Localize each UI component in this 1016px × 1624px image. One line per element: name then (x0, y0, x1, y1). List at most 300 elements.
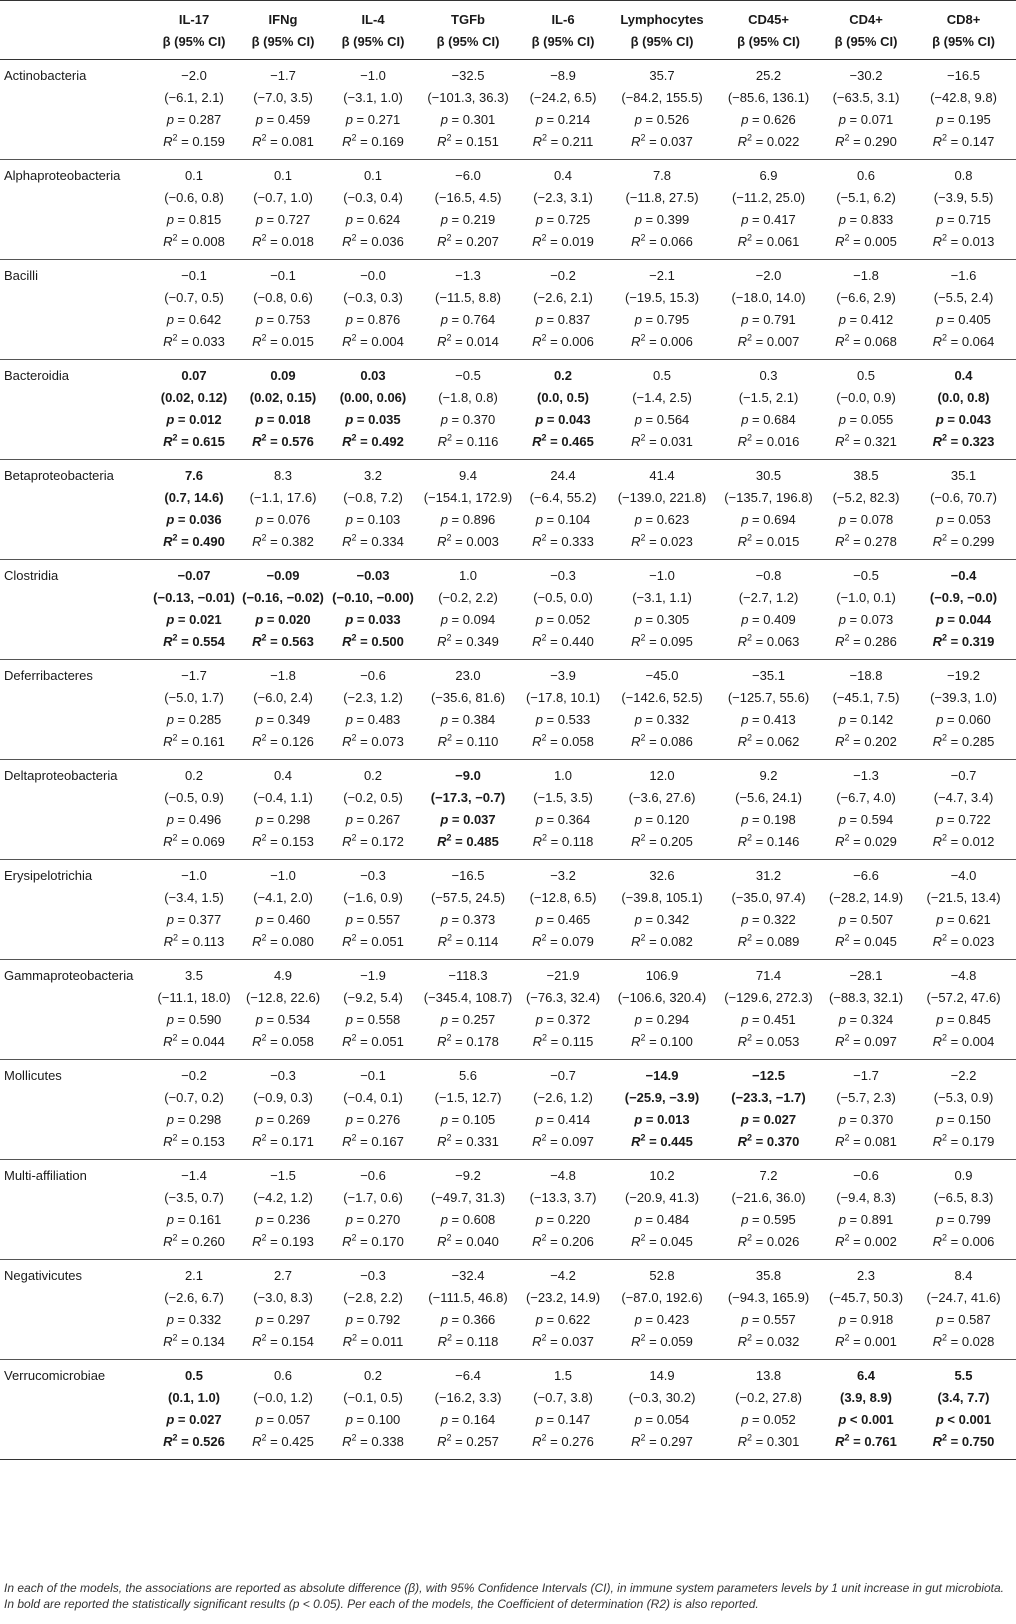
table-cell (238, 460, 328, 560)
p-value: 0.608 (462, 1212, 496, 1227)
p-equals: = (845, 1112, 861, 1127)
p-value: 0.837 (557, 312, 591, 327)
beta-value: 7.6 (184, 468, 204, 483)
p-value-line (913, 209, 1014, 231)
p-label: p (535, 212, 543, 227)
r2-superscript: 2 (351, 132, 357, 143)
p-value: 0.298 (277, 812, 311, 827)
r2-label: R (437, 534, 447, 549)
r2-label: R (631, 134, 641, 149)
column-header-label: CD8+ (946, 12, 981, 27)
r2-value-line (610, 731, 714, 753)
r2-superscript: 2 (541, 732, 547, 743)
table-cell (821, 1260, 911, 1360)
r2-superscript: 2 (942, 932, 948, 943)
p-equals: = (352, 1112, 368, 1127)
r2-label: R (342, 134, 352, 149)
ci-value: (−0.9, 0.3) (253, 1090, 313, 1105)
r2-equals: = (356, 934, 372, 949)
p-equals: = (748, 912, 764, 927)
p-value: 0.558 (367, 1012, 401, 1027)
r2-label: R (252, 634, 262, 649)
beta-value: −32.5 (451, 68, 485, 83)
r2-value: 0.170 (371, 1234, 404, 1249)
r2-label: R (437, 834, 447, 849)
table-cell (150, 1260, 238, 1360)
r2-superscript: 2 (747, 1232, 753, 1243)
table-cell (518, 260, 608, 360)
p-equals: = (845, 512, 861, 527)
p-label: p (936, 112, 944, 127)
p-value-line (823, 1309, 909, 1331)
p-equals: = (447, 1312, 463, 1327)
beta-value: −19.2 (947, 668, 980, 683)
r2-value-line (152, 1031, 236, 1053)
r2-value-line (520, 1031, 606, 1053)
p-value: 0.753 (277, 312, 311, 327)
r2-value-line (913, 231, 1014, 253)
beta-value: 0.2 (184, 768, 204, 783)
ci-value: (−24.2, 6.5) (529, 90, 597, 105)
r2-equals: = (177, 1134, 193, 1149)
table-cell (608, 660, 716, 760)
r2-value-line (330, 731, 416, 753)
beta-value: 38.5 (853, 468, 879, 483)
r2-equals: = (645, 1134, 661, 1149)
p-equals: = (542, 512, 558, 527)
r2-equals: = (451, 1034, 467, 1049)
p-label: p (535, 412, 544, 427)
r2-equals: = (546, 334, 562, 349)
p-equals: = (447, 1212, 463, 1227)
p-label: p (345, 612, 354, 627)
p-equals: = (748, 112, 764, 127)
table-cell (716, 260, 821, 360)
r2-value: 0.485 (466, 834, 499, 849)
ci-value: (−35.0, 97.4) (731, 890, 806, 905)
column-header-sublabel: β (95% CI) (531, 34, 595, 49)
r2-value-line (420, 131, 516, 153)
p-value-line (330, 309, 416, 331)
p-label: p (741, 812, 749, 827)
p-label: p (741, 1412, 749, 1427)
ci-value: (−9.4, 8.3) (836, 1190, 896, 1205)
r2-superscript: 2 (446, 132, 452, 143)
r2-equals: = (849, 434, 865, 449)
p-value-line (823, 509, 909, 531)
r2-value: 0.169 (371, 134, 404, 149)
p-label: p (345, 712, 353, 727)
r2-label: R (163, 1234, 173, 1249)
r2-label: R (932, 834, 942, 849)
r2-superscript: 2 (351, 832, 357, 843)
r2-superscript: 2 (844, 1432, 850, 1443)
p-equals: = (542, 812, 558, 827)
r2-label: R (163, 734, 173, 749)
p-value: 0.833 (860, 212, 894, 227)
r2-equals: = (177, 134, 193, 149)
p-value: 0.094 (462, 612, 496, 627)
r2-value: 0.126 (281, 734, 314, 749)
p-equals: = (173, 1312, 189, 1327)
r2-value: 0.178 (466, 1034, 499, 1049)
column-header-sublabel: β (95% CI) (162, 34, 226, 49)
r2-equals: = (849, 1434, 865, 1449)
p-value-line (420, 1009, 516, 1031)
r2-value-line (823, 931, 909, 953)
ci-value: (−129.6, 272.3) (724, 990, 813, 1005)
beta-value: −1.7 (270, 68, 296, 83)
p-value: 0.043 (558, 412, 591, 427)
p-equals: = (352, 1312, 368, 1327)
p-equals: = (173, 112, 189, 127)
table-cell (911, 760, 1016, 860)
beta-value: 7.2 (759, 1168, 778, 1183)
beta-value: −9.0 (455, 768, 481, 783)
r2-label: R (342, 934, 352, 949)
p-label: p (255, 612, 264, 627)
p-label: p (838, 1412, 847, 1427)
ci-value: (−88.3, 32.1) (828, 990, 904, 1005)
r2-equals: = (546, 1334, 562, 1349)
p-value-line (610, 109, 714, 131)
p-value: 0.876 (367, 312, 401, 327)
r2-value-line (330, 531, 416, 553)
table-cell (821, 360, 911, 460)
p-value-line (330, 1309, 416, 1331)
r2-value-line (718, 731, 819, 753)
r2-label: R (932, 1034, 942, 1049)
r2-equals: = (177, 834, 193, 849)
r2-value-line (152, 431, 236, 453)
p-value: 0.104 (557, 512, 591, 527)
table-cell (716, 460, 821, 560)
p-value-line (330, 1209, 416, 1231)
r2-value: 0.005 (864, 234, 897, 249)
p-label: p (345, 1412, 353, 1427)
beta-value: 0.1 (184, 168, 204, 183)
ci-value: (−25.9, −3.9) (624, 1090, 700, 1105)
r2-superscript: 2 (541, 832, 547, 843)
r2-value-line (718, 1231, 819, 1253)
r2-superscript: 2 (640, 532, 646, 543)
ci-value: (−0.16, −0.02) (242, 590, 324, 605)
p-value: < 0.001 (849, 1412, 894, 1427)
r2-value-line (610, 1431, 714, 1453)
p-value: < 0.001 (947, 1412, 992, 1427)
p-value-line (152, 909, 236, 931)
r2-value: 0.761 (864, 1434, 897, 1449)
beta-value: 0.4 (553, 168, 573, 183)
ci-value: (−111.5, 46.8) (428, 1290, 508, 1305)
r2-equals: = (645, 1334, 661, 1349)
r2-equals: = (266, 234, 282, 249)
r2-superscript: 2 (942, 1332, 948, 1343)
table-cell (150, 1060, 238, 1160)
beta-value: 5.6 (458, 1068, 478, 1083)
r2-equals: = (849, 134, 865, 149)
p-value: 0.534 (277, 1012, 311, 1027)
r2-superscript: 2 (351, 1332, 357, 1343)
p-label: p (936, 912, 944, 927)
p-equals: = (263, 412, 279, 427)
r2-label: R (532, 134, 542, 149)
r2-value: 0.007 (766, 334, 800, 349)
p-value-line (520, 409, 606, 431)
ci-value: (0.02, 0.12) (160, 390, 228, 405)
p-equals: = (943, 212, 959, 227)
p-label: p (345, 412, 354, 427)
p-value: 0.465 (557, 912, 591, 927)
table-cell (418, 60, 518, 160)
p-value: 0.918 (860, 1312, 894, 1327)
beta-value: 0.1 (273, 168, 293, 183)
p-value: 0.100 (367, 1412, 401, 1427)
p-value: 0.405 (958, 312, 991, 327)
beta-value: −1.7 (181, 668, 207, 683)
r2-value: 0.205 (660, 834, 693, 849)
ci-value: (−17.8, 10.1) (525, 690, 601, 705)
r2-equals: = (451, 334, 467, 349)
r2-value: 0.033 (192, 334, 225, 349)
p-value: 0.557 (763, 1312, 796, 1327)
p-value: 0.370 (462, 412, 496, 427)
r2-value-line (152, 1231, 236, 1253)
r2-equals: = (849, 334, 865, 349)
beta-value: −1.0 (181, 868, 207, 883)
table-cell (821, 760, 911, 860)
ci-value: (−11.5, 8.8) (435, 290, 501, 305)
r2-equals: = (546, 434, 562, 449)
r2-superscript: 2 (351, 1232, 357, 1243)
r2-superscript: 2 (747, 632, 753, 643)
r2-value: 0.301 (766, 1434, 800, 1449)
table-cell (716, 360, 821, 460)
p-equals: = (448, 812, 464, 827)
table-cell (518, 1060, 608, 1160)
p-value: 0.150 (958, 1112, 991, 1127)
r2-equals: = (356, 234, 372, 249)
r2-value-line (520, 531, 606, 553)
column-header-sublabel: β (95% CI) (341, 34, 405, 49)
ci-value: (−24.7, 41.6) (926, 1290, 1001, 1305)
ci-value: (−345.4, 108.7) (423, 990, 513, 1005)
r2-value-line (152, 631, 236, 653)
p-label: p (440, 1312, 448, 1327)
r2-equals: = (645, 934, 661, 949)
r2-equals: = (356, 1434, 372, 1449)
ci-value: (−63.5, 3.1) (832, 90, 900, 105)
p-label: p (634, 912, 642, 927)
p-value: 0.684 (763, 412, 796, 427)
p-label: p (345, 212, 353, 227)
r2-equals: = (752, 634, 767, 649)
r2-equals: = (645, 434, 661, 449)
r2-equals: = (752, 834, 767, 849)
r2-equals: = (546, 534, 562, 549)
p-equals: = (173, 712, 189, 727)
beta-value: −2.1 (649, 268, 675, 283)
ci-value: (−11.8, 27.5) (625, 190, 699, 205)
beta-value: −4.2 (550, 1268, 576, 1283)
p-value: 0.373 (462, 912, 496, 927)
r2-label: R (163, 834, 173, 849)
r2-equals: = (849, 1234, 865, 1249)
ci-value: (−5.2, 82.3) (832, 490, 900, 505)
p-value-line (610, 509, 714, 531)
table-cell (911, 460, 1016, 560)
table-row (0, 60, 1016, 160)
p-value: 0.891 (860, 1212, 894, 1227)
p-value: 0.276 (367, 1112, 401, 1127)
r2-equals: = (947, 1434, 962, 1449)
ci-value: (−49.7, 31.3) (430, 1190, 506, 1205)
table-body (0, 60, 1016, 1460)
r2-value: 0.278 (864, 534, 897, 549)
p-equals: = (542, 1412, 558, 1427)
ci-value: (3.4, 7.7) (937, 1390, 990, 1405)
r2-equals: = (546, 634, 562, 649)
ci-value: (−3.9, 5.5) (933, 190, 994, 205)
r2-value-line (913, 631, 1014, 653)
r2-equals: = (947, 534, 962, 549)
p-value: 0.399 (656, 212, 690, 227)
r2-value-line (823, 1431, 909, 1453)
p-label: p (440, 512, 448, 527)
p-label: p (166, 812, 174, 827)
table-cell (821, 60, 911, 160)
table-cell (238, 960, 328, 1060)
r2-superscript: 2 (747, 1332, 753, 1343)
r2-label: R (737, 634, 747, 649)
ci-value: (−1.8, 0.8) (438, 390, 498, 405)
r2-superscript: 2 (541, 932, 547, 943)
p-label: p (634, 1412, 642, 1427)
r2-value-line (718, 1031, 819, 1053)
table-cell (716, 860, 821, 960)
r2-superscript: 2 (446, 732, 452, 743)
ci-value: (−3.6, 27.6) (628, 790, 696, 805)
p-value: 0.799 (958, 1212, 991, 1227)
r2-equals: = (177, 534, 193, 549)
ci-value: (0.7, 14.6) (164, 490, 224, 505)
table-cell (608, 260, 716, 360)
p-label: p (166, 712, 174, 727)
p-label: p (838, 1212, 846, 1227)
r2-value: 0.116 (466, 434, 499, 449)
p-label: p (535, 512, 543, 527)
p-value-line (610, 209, 714, 231)
ci-value: (−0.2, 0.5) (343, 790, 403, 805)
r2-value-line (240, 431, 326, 453)
r2-label: R (532, 1234, 542, 1249)
p-label: p (936, 1012, 944, 1027)
p-value-line (520, 1009, 606, 1031)
ci-value: (−2.6, 1.2) (533, 1090, 593, 1105)
beta-value: −0.3 (360, 1268, 386, 1283)
p-value-line (718, 1309, 819, 1331)
p-value-line (610, 609, 714, 631)
p-value: 0.594 (860, 812, 894, 827)
beta-value: 3.5 (184, 968, 204, 983)
p-value: 0.460 (277, 912, 311, 927)
p-value: 0.364 (557, 812, 591, 827)
r2-superscript: 2 (747, 1432, 753, 1443)
table-cell (911, 860, 1016, 960)
p-value-line (520, 1409, 606, 1431)
p-value-line (420, 309, 516, 331)
p-label: p (535, 1412, 543, 1427)
table-cell (238, 860, 328, 960)
r2-value-line (152, 1331, 236, 1353)
r2-value: 0.081 (864, 1134, 897, 1149)
beta-value: 35.8 (755, 1268, 782, 1283)
r2-equals: = (849, 234, 865, 249)
ci-value: (−2.3, 1.2) (343, 690, 403, 705)
p-value: 0.694 (763, 512, 796, 527)
table-cell (821, 260, 911, 360)
ci-value: (−142.6, 52.5) (621, 690, 703, 705)
p-equals: = (352, 1212, 368, 1227)
r2-label: R (437, 1234, 447, 1249)
r2-label: R (737, 834, 747, 849)
beta-value: 0.2 (363, 768, 383, 783)
ci-value: (−84.2, 155.5) (621, 90, 703, 105)
table-cell (608, 1260, 716, 1360)
beta-value: 9.2 (759, 768, 778, 783)
r2-value-line (240, 531, 326, 553)
p-equals: = (845, 412, 861, 427)
r2-value-line (240, 1131, 326, 1153)
p-label: p (166, 1112, 174, 1127)
p-equals: = (447, 612, 463, 627)
p-value-line (823, 309, 909, 331)
r2-label: R (532, 734, 542, 749)
beta-value: 0.4 (954, 368, 973, 383)
r2-value: 0.207 (466, 234, 499, 249)
p-label: p (935, 612, 944, 627)
p-label: p (166, 112, 174, 127)
r2-label: R (631, 1434, 641, 1449)
beta-value: −0.0 (360, 268, 386, 283)
ci-value: (−6.7, 4.0) (836, 790, 896, 805)
p-equals: = (943, 1312, 959, 1327)
taxon-name: Gammaproteobacteria (0, 960, 150, 1060)
p-equals: = (174, 512, 190, 527)
r2-value: 0.095 (660, 634, 693, 649)
p-value-line (152, 1309, 236, 1331)
r2-value-line (330, 1331, 416, 1353)
p-label: p (440, 112, 448, 127)
p-equals: = (542, 612, 558, 627)
r2-value: 0.193 (281, 1234, 314, 1249)
r2-value-line (913, 731, 1014, 753)
ci-value: (−0.9, −0.0) (929, 590, 998, 605)
r2-superscript: 2 (942, 1032, 948, 1043)
r2-value: 0.004 (371, 334, 404, 349)
r2-label: R (932, 934, 942, 949)
r2-label: R (737, 434, 747, 449)
r2-label: R (342, 834, 352, 849)
r2-label: R (835, 834, 845, 849)
table-cell (418, 360, 518, 460)
p-label: p (838, 712, 846, 727)
table-cell (238, 760, 328, 860)
p-value: 0.564 (656, 412, 690, 427)
r2-equals: = (645, 334, 661, 349)
table-cell (716, 1160, 821, 1260)
beta-value: −6.6 (853, 868, 879, 883)
